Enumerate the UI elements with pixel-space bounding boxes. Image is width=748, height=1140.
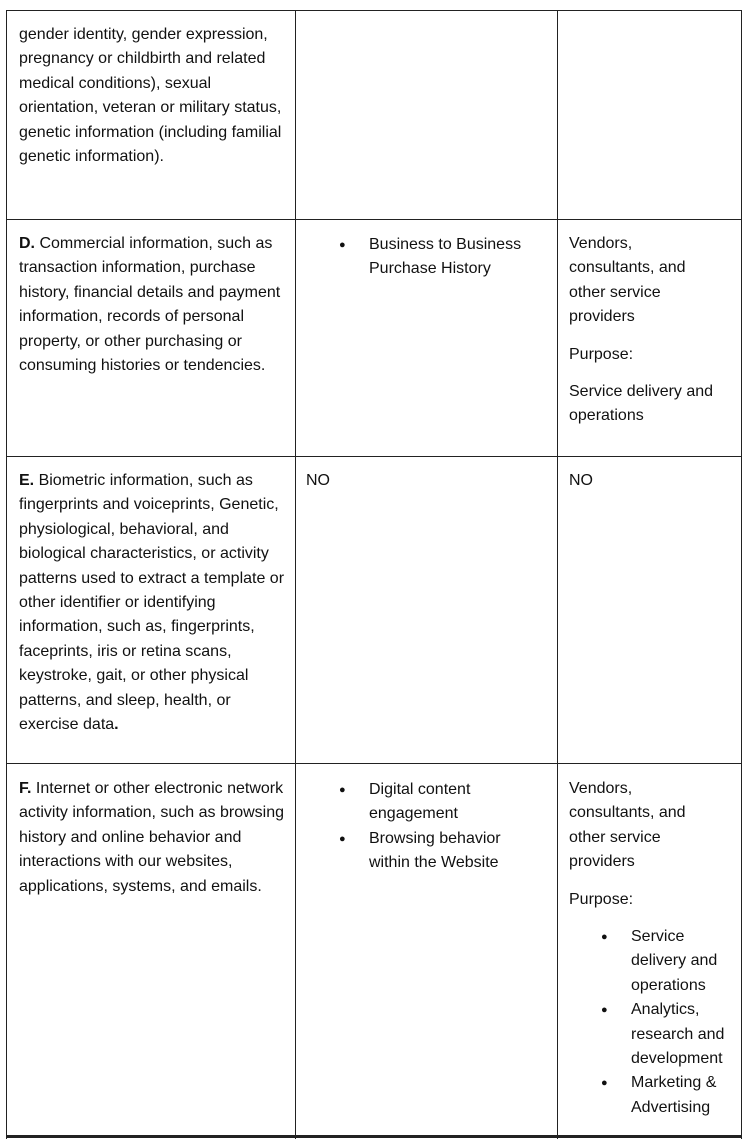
row-e-category-end: .: [114, 716, 119, 734]
row-e-category-text: Biometric information, such as fingerprints and voiceprints, Genetic, physiological, behavioral, and biological characteristics, or activity patterns used to extract a template or other identifier or identifying information, such as, fingerprints, faceprints, iris or retina scans, keystroke, gait, or other physical patterns, and sleep, health, or exercise data: [19, 472, 285, 734]
list-item: ● Digital content engagement: [339, 778, 539, 827]
row-d-category-text: Commercial information, such as transaction information, purchase history, financial details and payment information, records of personal property, or other purchasing or consuming histories or tendencies.: [19, 235, 281, 375]
column-divider: [6, 10, 7, 1139]
row-d-letter: D.: [19, 235, 35, 252]
row-f-examples-list: [339, 778, 539, 876]
row-e-disclosed-cell: [569, 469, 742, 493]
row-f-letter: F.: [19, 780, 32, 797]
row-divider: [6, 763, 742, 764]
table-border-bottom: [6, 1135, 742, 1138]
row-divider: [6, 456, 742, 457]
row-f-purpose-list: [601, 925, 741, 1120]
list-item: ● Service delivery and operations: [601, 925, 741, 998]
row-d-examples-cell: [339, 233, 564, 282]
row-f-purpose-label: Purpose:: [569, 890, 634, 908]
row-e-disclosed: NO: [569, 472, 593, 489]
row-d-examples-list: [339, 233, 564, 282]
row-c-category-text: gender identity, gender expression, pregnancy or childbirth and related medical conditions), sexual orientation, veteran or military status, genetic information (including familial genetic information).: [19, 26, 282, 166]
column-divider: [295, 10, 296, 1139]
row-c-category-cell: [19, 23, 287, 169]
row-e-collected: NO: [306, 472, 330, 489]
row-f-recipients-cell: [569, 777, 742, 1120]
table-border-top: [6, 10, 742, 11]
row-f-recipients: Vendors, consultants, and other service providers: [569, 780, 686, 871]
column-divider: [557, 10, 558, 1139]
row-f-category-text: Internet or other electronic network activity information, such as browsing history and online behavior and interactions with our websites, applications, systems, and emails.: [19, 780, 284, 895]
row-d-recipients: Vendors, consultants, and other service providers: [569, 235, 686, 326]
row-e-collected-cell: [306, 469, 558, 493]
row-f-category-cell: [19, 777, 287, 899]
list-item: ● Analytics, research and development: [601, 998, 741, 1071]
row-d-purpose-label: Purpose:: [569, 345, 634, 363]
list-item: ● Marketing & Advertising: [601, 1071, 741, 1120]
row-e-category-cell: [19, 469, 287, 737]
row-d-category-cell: [19, 232, 287, 378]
row-e-letter: E.: [19, 472, 35, 489]
list-item: ● Business to Business Purchase History: [339, 233, 564, 282]
personal-info-table: [6, 10, 742, 1137]
row-divider: [6, 219, 742, 220]
row-f-examples-cell: [339, 778, 539, 876]
list-item: ● Browsing behavior within the Website: [339, 827, 539, 876]
row-d-recipients-cell: [569, 232, 742, 429]
row-d-purpose-text: Service delivery and operations: [569, 383, 714, 425]
